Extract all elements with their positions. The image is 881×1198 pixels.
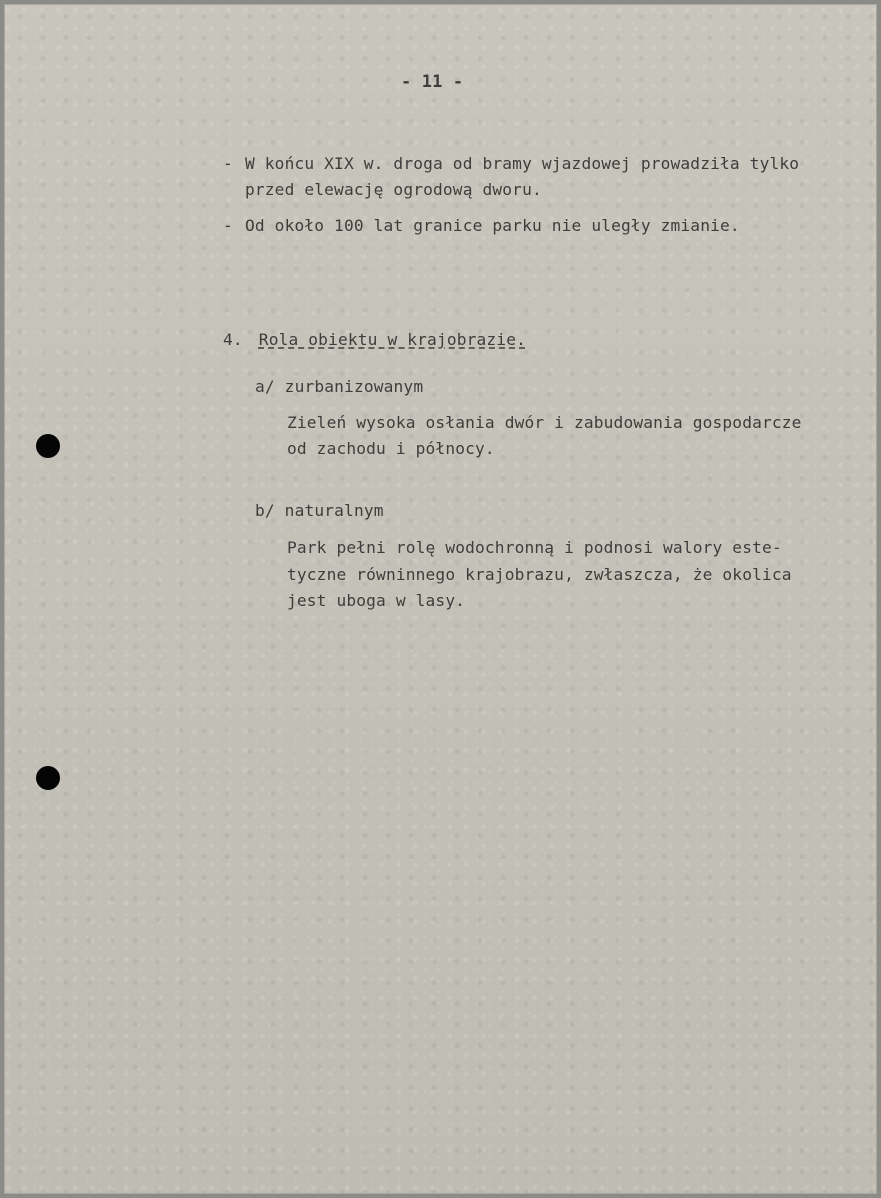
binder-punch-hole [36, 434, 60, 458]
bullet-text-line: przed elewację ogrodową dworu. [245, 180, 542, 199]
section-heading [223, 332, 526, 348]
subsection-text-line: jest uboga w lasy. [287, 591, 466, 610]
bullet-text-line: Od około 100 lat granice parku nie uległy zmianie. [245, 216, 740, 235]
page-number: - 11 - [401, 72, 464, 92]
binder-punch-hole [36, 766, 60, 790]
subsection-label: a/ zurbanizowanym [255, 377, 424, 396]
bullet-marker: - [223, 154, 233, 173]
subsection-text-line: od zachodu i północy. [287, 439, 495, 458]
subsection-text-line: Park pełni rolę wodochronną i podnosi walory este- [287, 538, 782, 557]
subsection-label: b/ naturalnym [255, 501, 384, 520]
subsection-text-line: tyczne równinnego krajobrazu, zwłaszcza, że okolica [287, 565, 792, 584]
bullet-text-line: W końcu XIX w. droga od bramy wjazdowej prowadziła tylko [245, 154, 800, 173]
document-page [4, 4, 877, 1194]
subsection-text-line: Zieleń wysoka osłania dwór i zabudowania gospodarcze [287, 413, 802, 432]
bullet-marker: - [223, 216, 233, 235]
section-title: Rola obiektu w krajobrazie. [258, 330, 526, 349]
section-number: 4. [223, 330, 243, 349]
